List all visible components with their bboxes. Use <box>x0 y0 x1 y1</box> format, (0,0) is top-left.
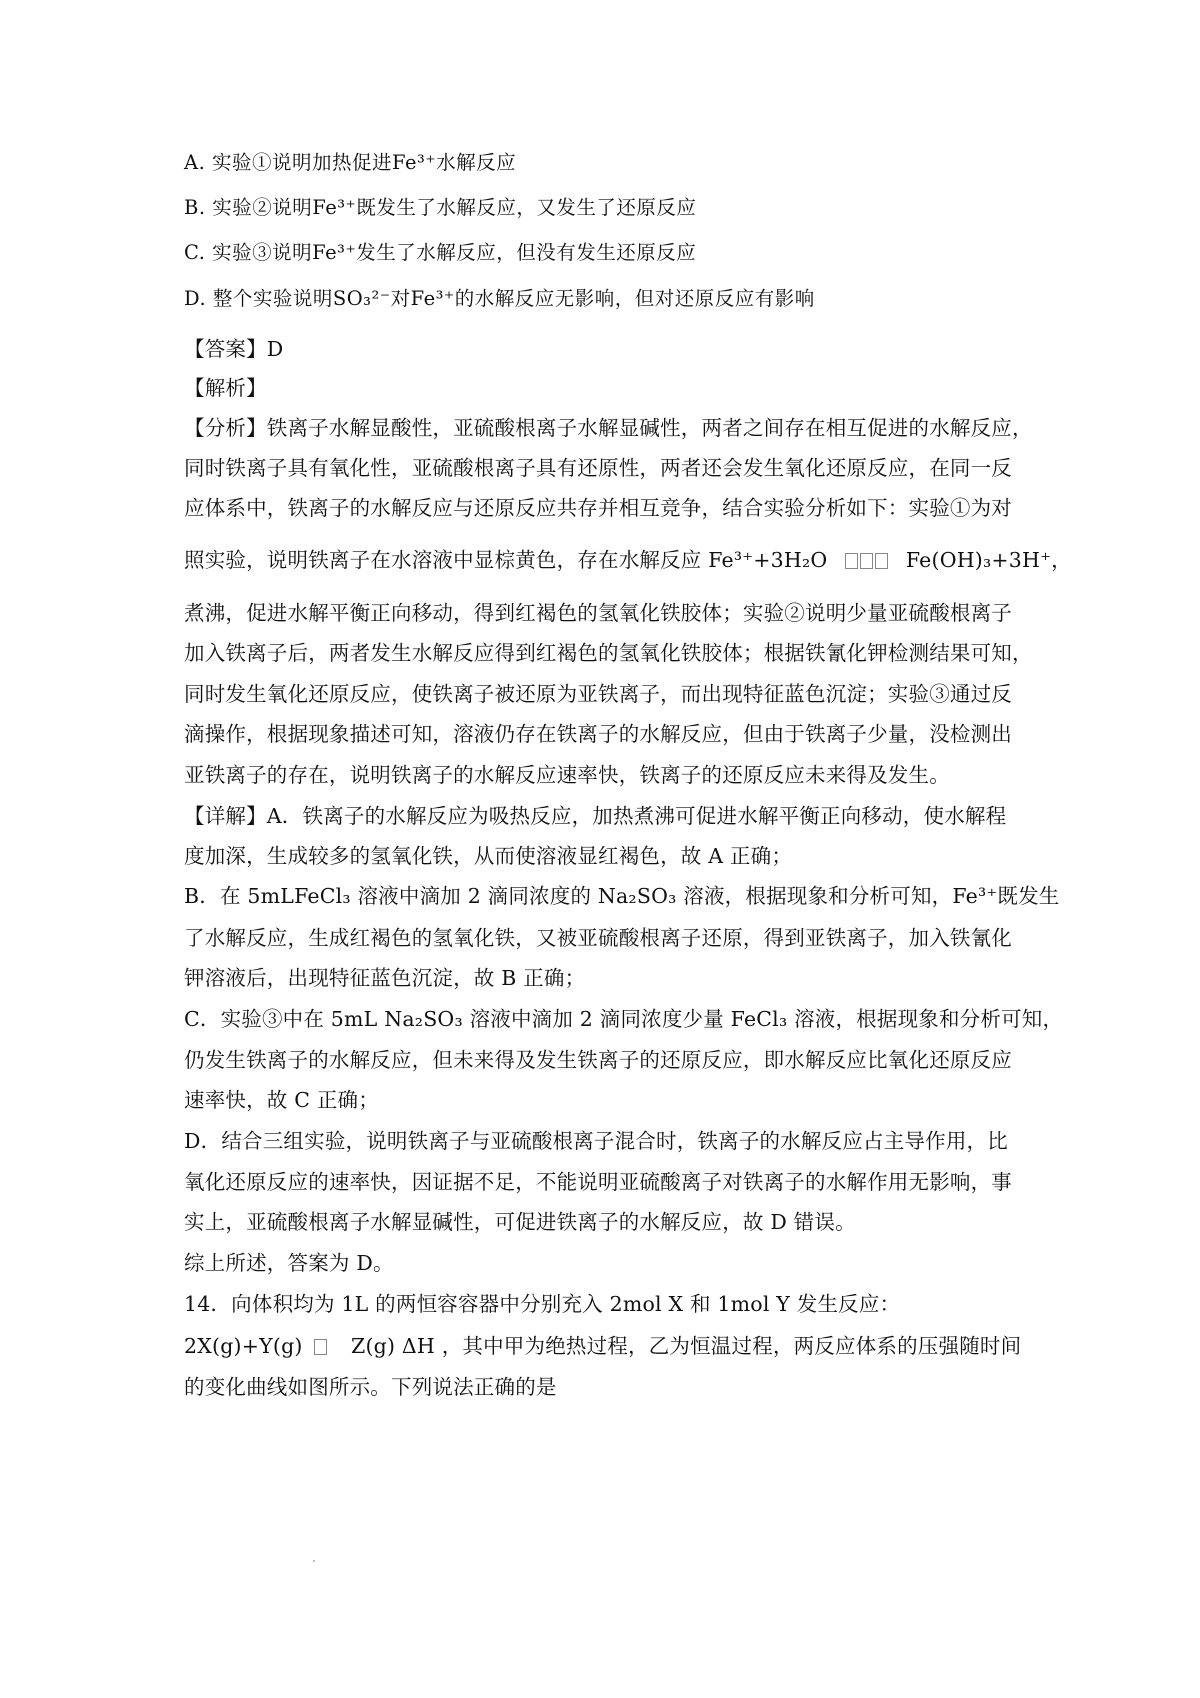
reaction-left: 2X(g)+Y(g) <box>184 1334 303 1358</box>
analysis-line-5: 煮沸，促进水解平衡正向移动，得到红褐色的氢氧化铁胶体；实验②说明少量亚硫酸根离子 <box>184 601 1012 625</box>
analysis-line-3: 应体系中，铁离子的水解反应与还原反应共存并相互竞争，结合实验分析如下：实验①为对 <box>184 496 1012 520</box>
analysis-line-6: 加入铁离子后，两者发生水解反应得到红褐色的氢氧化铁胶体；根据铁氰化钾检测结果可知， <box>184 641 1033 665</box>
analysis-line-2: 同时铁离子具有氧化性，亚硫酸根离子具有还原性，两者还会发生氧化还原反应，在同一反 <box>184 456 1012 480</box>
analysis-line-1: 【分析】铁离子水解显酸性，亚硫酸根离子水解显碱性，两者之间存在相互促进的水解反应， <box>184 416 1033 440</box>
option-a: A. 实验①说明加热促进Fe³⁺水解反应 <box>184 151 517 174</box>
reversible-arrow-icon <box>313 1334 328 1358</box>
answer-line: 【答案】D <box>184 337 284 361</box>
option-d: D. 整个实验说明SO₃²⁻对Fe³⁺的水解反应无影响，但对还原反应有影响 <box>184 287 815 310</box>
stray-dot <box>313 1560 315 1562</box>
detail-line-3: B．在 5mLFeCl₃ 溶液中滴加 2 滴同浓度的 Na₂SO₃ 溶液，根据现象和分析可知，Fe³⁺既发生 <box>184 884 1060 908</box>
question-14-line-1: 14．向体积均为 1L 的两恒容容器中分别充入 2mol X 和 1mol Y 发生反应： <box>184 1292 901 1316</box>
detail-line-12: 综上所述，答案为 D。 <box>184 1251 394 1275</box>
detail-line-6: C．实验③中在 5mL Na₂SO₃ 溶液中滴加 2 滴同浓度少量 FeCl₃ 溶液，根据现象和分析可知， <box>184 1007 1064 1031</box>
analysis-line-4 <box>184 545 1072 575</box>
detail-line-7: 仍发生铁离子的水解反应，但未来得及发生铁离子的还原反应，即水解反应比氧化还原反应 <box>184 1048 1012 1072</box>
question-14-line-2 <box>184 1331 1021 1361</box>
jiexi-heading: 【解析】 <box>184 376 267 400</box>
detail-line-10: 氧化还原反应的速率快，因证据不足，不能说明亚硫酸离子对铁离子的水解作用无影响，事 <box>184 1170 1012 1194</box>
equation-right: Fe(OH)₃+3H⁺， <box>905 548 1072 572</box>
detail-line-2: 度加深，生成较多的氢氧化铁，从而使溶液显红褐色，故 A 正确； <box>184 844 793 868</box>
analysis-line-9: 亚铁离子的存在，说明铁离子的水解反应速率快，铁离子的还原反应未来得及发生。 <box>184 763 950 787</box>
equation-left: 照实验，说明铁离子在水溶液中显棕黄色，存在水解反应 Fe³⁺+3H₂O <box>184 548 828 572</box>
option-c: C. 实验③说明Fe³⁺发生了水解反应，但没有发生还原反应 <box>184 241 697 264</box>
detail-line-5: 钾溶液后，出现特征蓝色沉淀，故 B 正确； <box>184 966 586 990</box>
detail-line-9: D．结合三组实验，说明铁离子与亚硫酸根离子混合时，铁离子的水解反应占主导作用，比 <box>184 1129 1008 1153</box>
detail-line-4: 了水解反应，生成红褐色的氢氧化铁，又被亚硫酸根离子还原，得到亚铁离子，加入铁氰化 <box>184 926 1012 950</box>
analysis-line-7: 同时发生氧化还原反应，使铁离子被还原为亚铁离子，而出现特征蓝色沉淀；实验③通过反 <box>184 682 1012 706</box>
detail-line-11: 实上，亚硫酸根离子水解显碱性，可促进铁离子的水解反应，故 D 错误。 <box>184 1210 856 1234</box>
analysis-line-8: 滴操作，根据现象描述可知，溶液仍存在铁离子的水解反应，但由于铁离子少量，没检测出 <box>184 722 1012 746</box>
option-b: B. 实验②说明Fe³⁺既发生了水解反应，又发生了还原反应 <box>184 196 697 219</box>
detail-line-8: 速率快，故 C 正确； <box>184 1088 379 1112</box>
question-14-line-3: 的变化曲线如图所示。下列说法正确的是 <box>184 1375 557 1399</box>
reaction-right: Z(g) ΔH ，其中甲为绝热过程，乙为恒温过程，两反应体系的压强随时间 <box>351 1334 1022 1358</box>
detail-line-1: 【详解】A．铁离子的水解反应为吸热反应，加热煮沸可促进水解平衡正向移动，使水解程 <box>184 804 1007 828</box>
reversible-arrow-icon <box>844 548 889 572</box>
